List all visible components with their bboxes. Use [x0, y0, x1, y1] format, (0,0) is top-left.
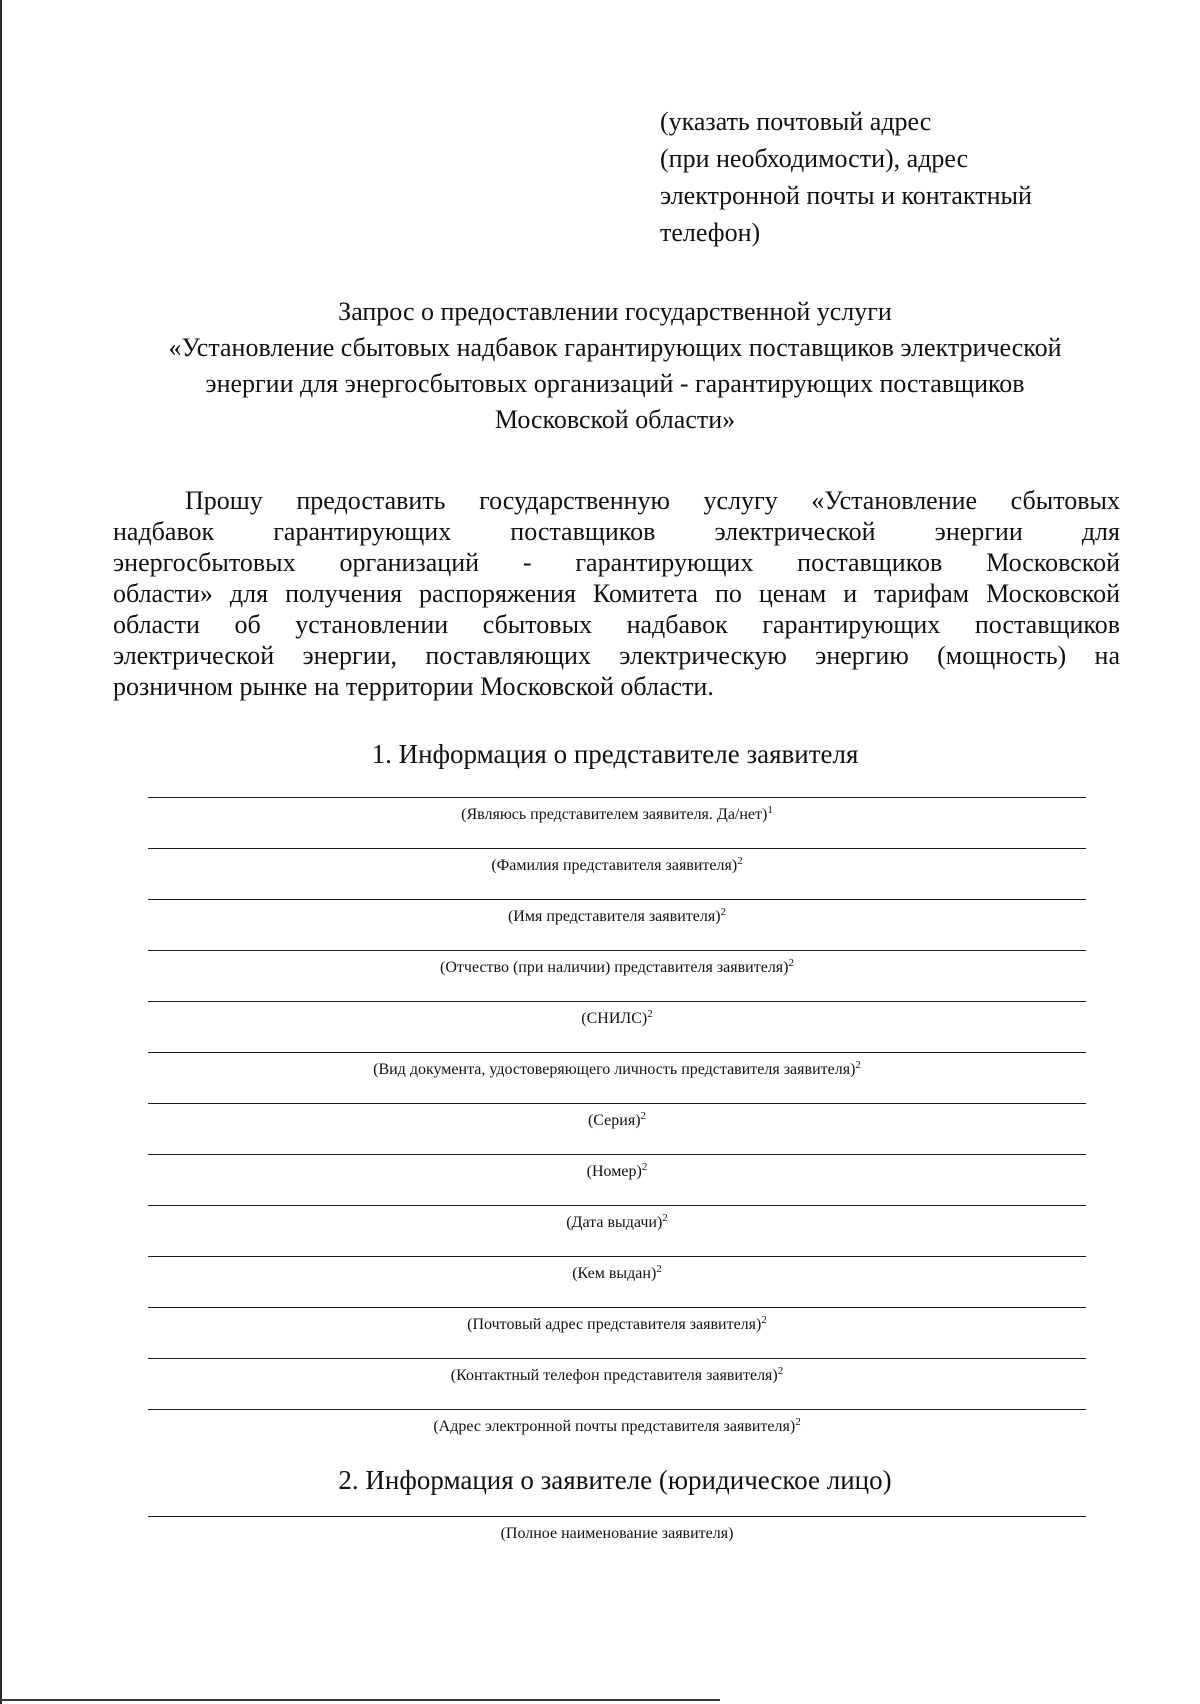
field-line [148, 950, 1086, 951]
field-issued-by[interactable] [148, 1256, 1086, 1284]
request-title [100, 294, 1130, 438]
paragraph-line: области об установлении сбытовых надбавок гарантирующих поставщиков [113, 610, 1120, 639]
field-caption: (Полное наименование заявителя) [500, 1525, 734, 1542]
field-line [148, 1154, 1086, 1155]
paragraph-line: розничном рынке на территории Московской области. [113, 672, 714, 701]
field-line [148, 1307, 1086, 1308]
field-surname[interactable] [148, 848, 1086, 876]
field-caption: (Фамилия представителя заявителя)$^2$ [491, 855, 743, 874]
field-id-document-type[interactable] [148, 1052, 1086, 1080]
field-patronymic[interactable] [148, 950, 1086, 978]
footnote-mark: 2 [795, 1416, 801, 1428]
field-caption: (Имя представителя заявителя)$^2$ [507, 906, 727, 925]
title-line: энергии для энергосбытовых организаций - гарантирующих поставщиков [205, 369, 1025, 398]
footnote-mark: 2 [855, 1059, 861, 1071]
field-line [148, 1205, 1086, 1206]
address-note-line: (при необходимости), адрес [660, 144, 969, 173]
title-line: Запрос о предоставлении государственной услуги [338, 297, 892, 326]
field-line [148, 1516, 1086, 1517]
field-number[interactable] [148, 1154, 1086, 1182]
footnote-mark: 2 [788, 957, 794, 969]
field-snils[interactable] [148, 1001, 1086, 1029]
field-issue-date[interactable] [148, 1205, 1086, 1233]
paragraph-line: Прошу предоставить государственную услугу «Установление сбытовых [185, 486, 1120, 515]
field-caption: (Почтовый адрес представителя заявителя)$^2$ [467, 1314, 767, 1333]
field-caption: (Дата выдачи)$^2$ [566, 1212, 668, 1231]
title-line: Московской области» [494, 405, 736, 434]
footnote-mark: 2 [640, 1110, 647, 1122]
footnote-mark: 2 [641, 1161, 648, 1173]
request-paragraph [113, 485, 1120, 702]
scan-edge-line [0, 0, 2, 1704]
field-is-representative[interactable] [148, 797, 1086, 825]
footnote-mark: 2 [720, 906, 727, 918]
paragraph-line: области» для получения распоряжения Комитета по ценам и тарифам Московской [113, 579, 1120, 608]
footnote-mark: 2 [761, 1314, 767, 1326]
footnote-mark: 2 [737, 855, 743, 867]
address-note-line: телефон) [660, 218, 761, 247]
field-caption: (Являюсь представителем заявителя. Да/нет)$^1$ [461, 804, 773, 823]
footnote-mark: 1 [767, 804, 773, 816]
title-line: «Установление сбытовых надбавок гарантирующих поставщиков электрической [168, 333, 1062, 362]
address-note-line: (указать почтовый адрес [660, 107, 932, 136]
field-caption: (СНИЛС)$^2$ [581, 1008, 653, 1027]
field-line [148, 1052, 1086, 1053]
footnote-mark: 2 [647, 1008, 653, 1020]
field-caption: (Контактный телефон представителя заявителя)$^2$ [450, 1365, 784, 1384]
section2-heading: 2. Информация о заявителе (юридическое лицо) [338, 1465, 892, 1495]
scan-bottom-line [0, 1699, 720, 1701]
field-line [148, 1358, 1086, 1359]
field-first-name[interactable] [148, 899, 1086, 927]
field-applicant-full-name[interactable] [148, 1516, 1086, 1544]
paragraph-line: электрической энергии, поставляющих электрическую энергию (мощность) на [113, 641, 1120, 670]
field-caption: (Адрес электронной почты представителя заявителя)$^2$ [433, 1416, 801, 1435]
field-caption: (Кем выдан)$^2$ [572, 1263, 662, 1282]
field-line [148, 1001, 1086, 1002]
field-line [148, 1409, 1086, 1410]
field-caption: (Вид документа, удостоверяющего личность представителя заявителя)$^2$ [373, 1059, 861, 1078]
field-caption: (Отчество (при наличии) представителя заявителя)$^2$ [440, 957, 794, 976]
field-line [148, 1256, 1086, 1257]
field-postal-address[interactable] [148, 1307, 1086, 1335]
field-caption: (Серия)$^2$ [587, 1110, 647, 1129]
field-phone[interactable] [148, 1358, 1086, 1386]
field-caption: (Номер)$^2$ [586, 1161, 648, 1180]
footnote-mark: 2 [656, 1263, 662, 1275]
paragraph-line: надбавок гарантирующих поставщиков электрической энергии для [113, 517, 1120, 546]
field-line [148, 1103, 1086, 1104]
section1-heading: 1. Информация о представителе заявителя [371, 739, 859, 769]
field-series[interactable] [148, 1103, 1086, 1131]
field-line [148, 848, 1086, 849]
field-email[interactable] [148, 1409, 1086, 1437]
field-line [148, 899, 1086, 900]
footnote-mark: 2 [777, 1365, 784, 1377]
address-note [660, 103, 1120, 251]
field-line [148, 797, 1086, 798]
paragraph-line: энергосбытовых организаций - гарантирующих поставщиков Московской [113, 548, 1120, 577]
footnote-mark: 2 [662, 1212, 668, 1224]
address-note-line: электронной почты и контактный [660, 181, 1032, 210]
